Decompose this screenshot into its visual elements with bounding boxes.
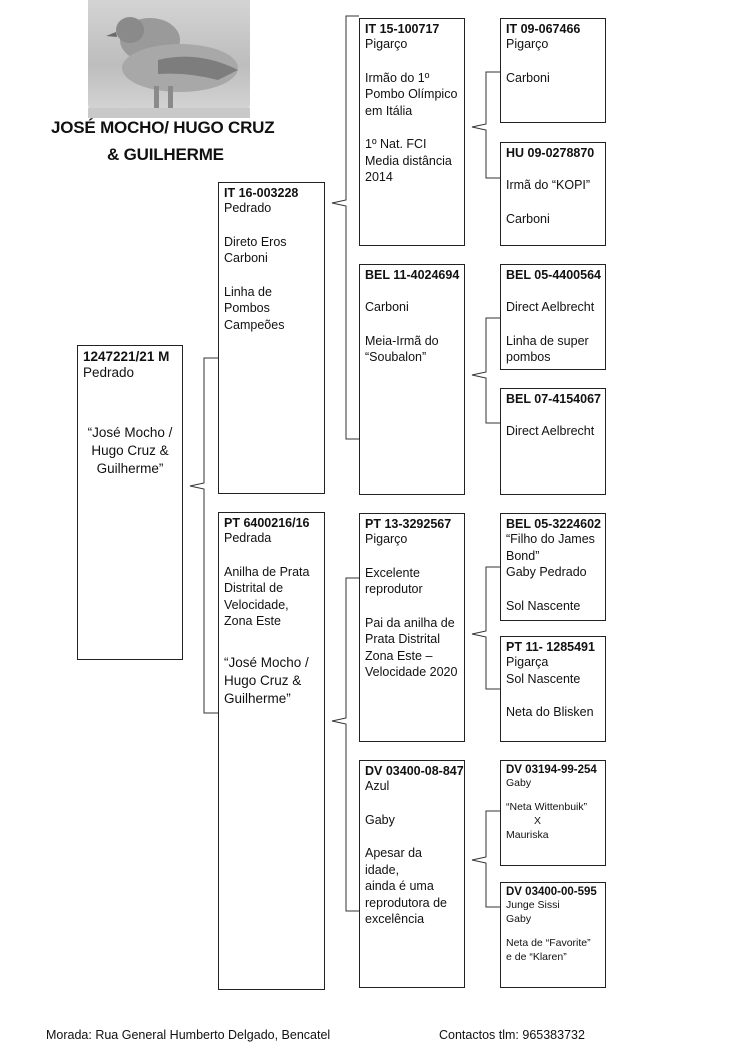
dds-note: Mauriska bbox=[506, 829, 549, 841]
bracket-sire bbox=[332, 16, 359, 439]
bracket-dam bbox=[332, 578, 359, 911]
sds-card[interactable] bbox=[500, 264, 606, 370]
dd-note: Gaby bbox=[365, 812, 395, 827]
dds-color: Gaby bbox=[506, 777, 532, 789]
ssd-ring: HU 09-0278870 bbox=[506, 146, 595, 160]
subject-note: Guilherme” bbox=[96, 461, 164, 476]
dss-ring: BEL 05-3224602 bbox=[506, 517, 601, 531]
sd-note: Carboni bbox=[365, 300, 409, 314]
ddd-note: Neta de “Favorite” bbox=[506, 937, 591, 949]
dd-note: Apesar da idade, bbox=[365, 846, 422, 877]
ds-note: Velocidade 2020 bbox=[365, 665, 458, 679]
dds-note: X bbox=[534, 815, 542, 827]
sire-note: Pombos bbox=[224, 301, 270, 315]
sdd-ring: BEL 07-4154067 bbox=[506, 392, 601, 406]
ds-ring: PT 13-3292567 bbox=[365, 517, 452, 531]
dam-note: Zona Este bbox=[224, 614, 281, 628]
ds-note: Pai da anilha de bbox=[365, 615, 455, 630]
ss-note: 2014 bbox=[365, 170, 393, 184]
sdd-note: Direct Aelbrecht bbox=[506, 424, 595, 438]
bracket-ds bbox=[472, 567, 500, 689]
ddd-card[interactable] bbox=[500, 882, 606, 988]
subject-note: Hugo Cruz & bbox=[91, 443, 169, 458]
sire-sire-card[interactable] bbox=[359, 18, 465, 246]
ddd-note: Gaby bbox=[506, 913, 532, 925]
bracket-subject bbox=[190, 358, 218, 713]
dam-note: Distrital de bbox=[224, 581, 284, 595]
ss-note: Media distância bbox=[365, 153, 452, 168]
subject-note: “José Mocho / bbox=[87, 425, 173, 440]
sss-card[interactable] bbox=[500, 18, 606, 123]
ds-note: Excelente bbox=[365, 565, 420, 580]
subject-card[interactable] bbox=[77, 345, 183, 660]
dss-card[interactable] bbox=[500, 513, 606, 621]
dds-ring: DV 03194-99-254 bbox=[506, 764, 597, 776]
sss-color: Pigarço bbox=[506, 37, 549, 51]
sire-note: Campeões bbox=[224, 317, 285, 332]
sds-note: Direct Aelbrecht bbox=[506, 300, 595, 314]
dsd-color: Pigarça bbox=[506, 655, 549, 669]
dam-note: Guilherme” bbox=[224, 690, 291, 706]
dam-sire-card[interactable] bbox=[359, 513, 465, 742]
dam-dam-card[interactable] bbox=[359, 760, 465, 988]
dam-note: Hugo Cruz & bbox=[224, 672, 302, 688]
bracket-sd bbox=[472, 318, 500, 423]
sire-dam-card[interactable] bbox=[359, 264, 465, 495]
dds-card[interactable] bbox=[500, 760, 606, 866]
dds-note: “Neta Wittenbuik” bbox=[506, 801, 588, 813]
sire-note: Linha de bbox=[224, 284, 272, 299]
dsd-note: Neta do Blisken bbox=[506, 705, 594, 719]
footer-address: Morada: Rua General Humberto Delgado, Bencatel bbox=[46, 1028, 331, 1042]
sd-note: “Soubalon” bbox=[365, 350, 427, 364]
sds-note: Linha de super bbox=[506, 333, 589, 348]
subject-ring: 1247221/21 M bbox=[83, 349, 170, 364]
sire-ring: IT 16-003228 bbox=[224, 186, 299, 200]
footer-contacts: Contactos tlm: 965383732 bbox=[439, 1028, 585, 1042]
dam-note: Anilha de Prata bbox=[224, 564, 310, 579]
ds-note: Prata Distrital bbox=[365, 632, 441, 646]
ds-color: Pigarço bbox=[365, 532, 408, 546]
dss-note: Bond” bbox=[506, 548, 540, 563]
dam-note: “José Mocho / bbox=[224, 654, 309, 670]
subject-color: Pedrado bbox=[83, 365, 135, 380]
ssd-card[interactable] bbox=[500, 142, 606, 246]
dss-note: “Filho do James bbox=[506, 532, 595, 546]
dss-note: Gaby Pedrado bbox=[506, 565, 587, 579]
ss-note: Irmão do 1º bbox=[365, 70, 430, 85]
breeder-title-line1: JOSÉ MOCHO/ HUGO CRUZ bbox=[51, 118, 275, 137]
breeder-title-line2: & GUILHERME bbox=[107, 145, 224, 164]
sd-ring: BEL 11-4024694 bbox=[365, 268, 460, 282]
bracket-ss bbox=[472, 72, 500, 178]
ds-note: reprodutor bbox=[365, 582, 423, 596]
sire-note: Direto Eros bbox=[224, 234, 287, 249]
sire-color: Pedrado bbox=[224, 201, 272, 215]
dam-card[interactable] bbox=[218, 512, 325, 990]
ssd-note: Irmã do “KOPI” bbox=[506, 178, 591, 192]
dd-ring: DV 03400-08-847 bbox=[365, 764, 464, 778]
sdd-card[interactable] bbox=[500, 388, 606, 495]
dam-color: Pedrada bbox=[224, 531, 272, 545]
sss-ring: IT 09-067466 bbox=[506, 22, 581, 36]
ssd-note: Carboni bbox=[506, 211, 550, 226]
ss-note: 1º Nat. FCI bbox=[365, 137, 427, 151]
ds-note: Zona Este – bbox=[365, 648, 433, 663]
dam-note: Velocidade, bbox=[224, 597, 289, 612]
dsd-card[interactable] bbox=[500, 636, 606, 742]
ddd-ring: DV 03400-00-595 bbox=[506, 886, 597, 898]
sd-note: Meia-Irmã do bbox=[365, 333, 439, 348]
sds-ring: BEL 05-4400564 bbox=[506, 268, 601, 282]
dd-note: excelência bbox=[365, 912, 425, 926]
bracket-dd bbox=[472, 811, 500, 907]
sds-note: pombos bbox=[506, 350, 551, 364]
ddd-note: e de “Klaren” bbox=[506, 951, 567, 963]
dd-note: ainda é uma bbox=[365, 879, 434, 893]
ss-note: Pombo Olímpico bbox=[365, 87, 458, 101]
dd-color: Azul bbox=[365, 779, 390, 793]
sire-note: Carboni bbox=[224, 251, 268, 265]
dd-note: reprodutora de bbox=[365, 895, 448, 910]
ss-color: Pigarço bbox=[365, 37, 408, 51]
ss-ring: IT 15-100717 bbox=[365, 22, 440, 36]
dam-ring: PT 6400216/16 bbox=[224, 516, 310, 530]
dss-note: Sol Nascente bbox=[506, 598, 581, 613]
dsd-note: Sol Nascente bbox=[506, 671, 581, 686]
ss-note: em Itália bbox=[365, 103, 413, 118]
ddd-note: Junge Sissi bbox=[506, 899, 560, 911]
sire-card[interactable] bbox=[218, 182, 325, 494]
sss-note: Carboni bbox=[506, 70, 550, 85]
dsd-ring: PT 11- 1285491 bbox=[506, 640, 595, 654]
